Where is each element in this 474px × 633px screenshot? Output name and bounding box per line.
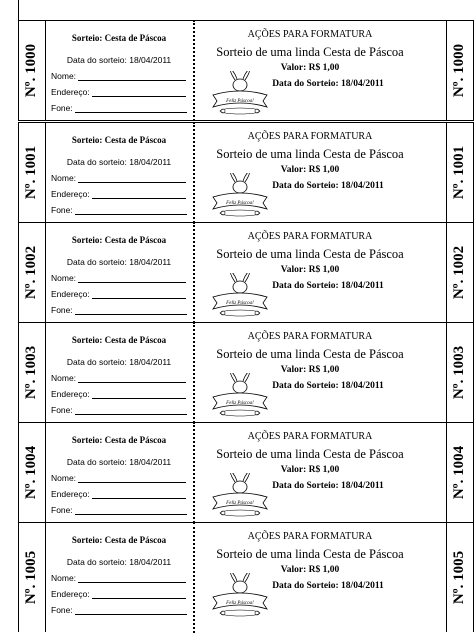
address-field: Endereço: (51, 589, 186, 599)
ticket-subheading: Sorteio de uma linda Cesta de Páscoa (216, 347, 404, 361)
ticket-stub (47, 21, 191, 120)
name-field: Nome: (51, 573, 186, 583)
ticket-number-left: Nº. 1004 (23, 445, 40, 500)
ticket-number-right: Nº. 1000 (451, 43, 468, 98)
phone-field: Fone: (51, 305, 187, 315)
easter-bunny-icon (211, 373, 269, 417)
name-field: Nome: (51, 71, 186, 81)
divider (45, 21, 46, 120)
svg-text:Feliz Páscoa!: Feliz Páscoa! (226, 501, 254, 506)
divider (45, 123, 46, 222)
ticket-stub (47, 523, 191, 632)
address-field: Endereço: (51, 389, 186, 399)
tear-line (193, 322, 195, 423)
stub-date: Data do sorteio: 18/04/2011 (66, 557, 172, 567)
ticket-body (197, 223, 423, 322)
name-field: Nome: (51, 473, 186, 483)
stub-date: Data do sorteio: 18/04/2011 (66, 257, 172, 267)
ticket-heading: AÇÕES PARA FORMATURA (247, 29, 373, 40)
raffle-ticket (18, 222, 474, 323)
ticket-body (197, 523, 423, 632)
tear-line (193, 222, 195, 323)
ticket-stub (47, 123, 191, 222)
stub-title: Sorteio: Cesta de Páscoa (71, 235, 167, 245)
ticket-value: Valor: R$ 1,00 (280, 265, 340, 275)
stub-date: Data do sorteio: 18/04/2011 (66, 157, 172, 167)
ticket-number-right: Nº. 1003 (451, 345, 468, 400)
ticket-body (197, 123, 423, 222)
easter-bunny-icon (211, 473, 269, 517)
ticket-draw-date: Data do Sorteio: 18/04/2011 (272, 581, 384, 591)
stub-title: Sorteio: Cesta de Páscoa (71, 435, 167, 445)
ticket-subheading: Sorteio de uma linda Cesta de Páscoa (216, 147, 404, 161)
name-field: Nome: (51, 273, 186, 283)
phone-field: Fone: (51, 405, 187, 415)
phone-field: Fone: (51, 205, 187, 215)
stub-date: Data do sorteio: 18/04/2011 (66, 55, 172, 65)
raffle-ticket (18, 322, 474, 423)
stub-date: Data do sorteio: 18/04/2011 (66, 357, 172, 367)
ticket-body (197, 21, 423, 120)
stub-title: Sorteio: Cesta de Páscoa (71, 535, 167, 545)
divider (45, 423, 46, 522)
ticket-number-right: Nº. 1005 (451, 550, 468, 605)
divider (45, 323, 46, 422)
ticket-number-right: Nº. 1004 (451, 445, 468, 500)
name-field: Nome: (51, 373, 186, 383)
phone-field: Fone: (51, 103, 187, 113)
ticket-subheading: Sorteio de uma linda Cesta de Páscoa (216, 447, 404, 461)
ticket-sheet (18, 20, 474, 632)
ticket-body (197, 323, 423, 422)
easter-bunny-icon (211, 573, 269, 617)
ticket-heading: AÇÕES PARA FORMATURA (247, 231, 373, 242)
stub-title: Sorteio: Cesta de Páscoa (71, 335, 167, 345)
ticket-heading: AÇÕES PARA FORMATURA (247, 431, 373, 442)
ticket-value: Valor: R$ 1,00 (280, 63, 340, 73)
ticket-body (197, 423, 423, 522)
raffle-ticket (18, 522, 474, 632)
ticket-draw-date: Data do Sorteio: 18/04/2011 (272, 281, 384, 291)
ticket-subheading: Sorteio de uma linda Cesta de Páscoa (216, 247, 404, 261)
raffle-ticket (18, 422, 474, 523)
address-field: Endereço: (51, 87, 186, 97)
ticket-value: Valor: R$ 1,00 (280, 165, 340, 175)
stub-date: Data do sorteio: 18/04/2011 (66, 457, 172, 467)
ticket-subheading: Sorteio de uma linda Cesta de Páscoa (216, 547, 404, 561)
address-field: Endereço: (51, 489, 186, 499)
easter-bunny-icon (211, 173, 269, 217)
phone-field: Fone: (51, 605, 187, 615)
ticket-number-left: Nº. 1003 (23, 345, 40, 400)
stub-title: Sorteio: Cesta de Páscoa (71, 135, 167, 145)
svg-text:Feliz Páscoa!: Feliz Páscoa! (226, 99, 254, 104)
ticket-stub (47, 223, 191, 322)
divider (45, 223, 46, 322)
ticket-number-left: Nº. 1002 (23, 245, 40, 300)
svg-text:Feliz Páscoa!: Feliz Páscoa! (226, 201, 254, 206)
ticket-heading: AÇÕES PARA FORMATURA (247, 331, 373, 342)
name-field: Nome: (51, 173, 186, 183)
stub-title: Sorteio: Cesta de Páscoa (71, 33, 167, 43)
ticket-number-right: Nº. 1001 (451, 145, 468, 200)
phone-field: Fone: (51, 505, 187, 515)
easter-bunny-icon (211, 71, 269, 115)
address-field: Endereço: (51, 189, 186, 199)
ticket-draw-date: Data do Sorteio: 18/04/2011 (272, 381, 384, 391)
raffle-ticket (18, 20, 474, 121)
address-field: Endereço: (51, 289, 186, 299)
ticket-number-left: Nº. 1001 (23, 145, 40, 200)
ticket-heading: AÇÕES PARA FORMATURA (247, 131, 373, 142)
ticket-heading: AÇÕES PARA FORMATURA (247, 531, 373, 542)
ticket-subheading: Sorteio de uma linda Cesta de Páscoa (216, 45, 404, 59)
svg-text:Feliz Páscoa!: Feliz Páscoa! (226, 301, 254, 306)
ticket-draw-date: Data do Sorteio: 18/04/2011 (272, 181, 384, 191)
ticket-draw-date: Data do Sorteio: 18/04/2011 (272, 79, 384, 89)
ticket-value: Valor: R$ 1,00 (280, 465, 340, 475)
tear-line (193, 422, 195, 523)
tear-line (193, 20, 195, 121)
ticket-value: Valor: R$ 1,00 (280, 365, 340, 375)
tear-line (193, 122, 195, 223)
ticket-number-left: Nº. 1005 (23, 550, 40, 605)
tear-line (193, 522, 195, 633)
svg-text:Feliz Páscoa!: Feliz Páscoa! (226, 401, 254, 406)
svg-text:Feliz Páscoa!: Feliz Páscoa! (226, 601, 254, 606)
ticket-stub (47, 323, 191, 422)
page-margin-line (18, 0, 19, 20)
divider (45, 523, 46, 632)
ticket-value: Valor: R$ 1,00 (280, 565, 340, 575)
easter-bunny-icon (211, 273, 269, 317)
ticket-number-right: Nº. 1002 (451, 245, 468, 300)
ticket-stub (47, 423, 191, 522)
raffle-ticket (18, 122, 474, 223)
ticket-draw-date: Data do Sorteio: 18/04/2011 (272, 481, 384, 491)
ticket-number-left: Nº. 1000 (23, 43, 40, 98)
